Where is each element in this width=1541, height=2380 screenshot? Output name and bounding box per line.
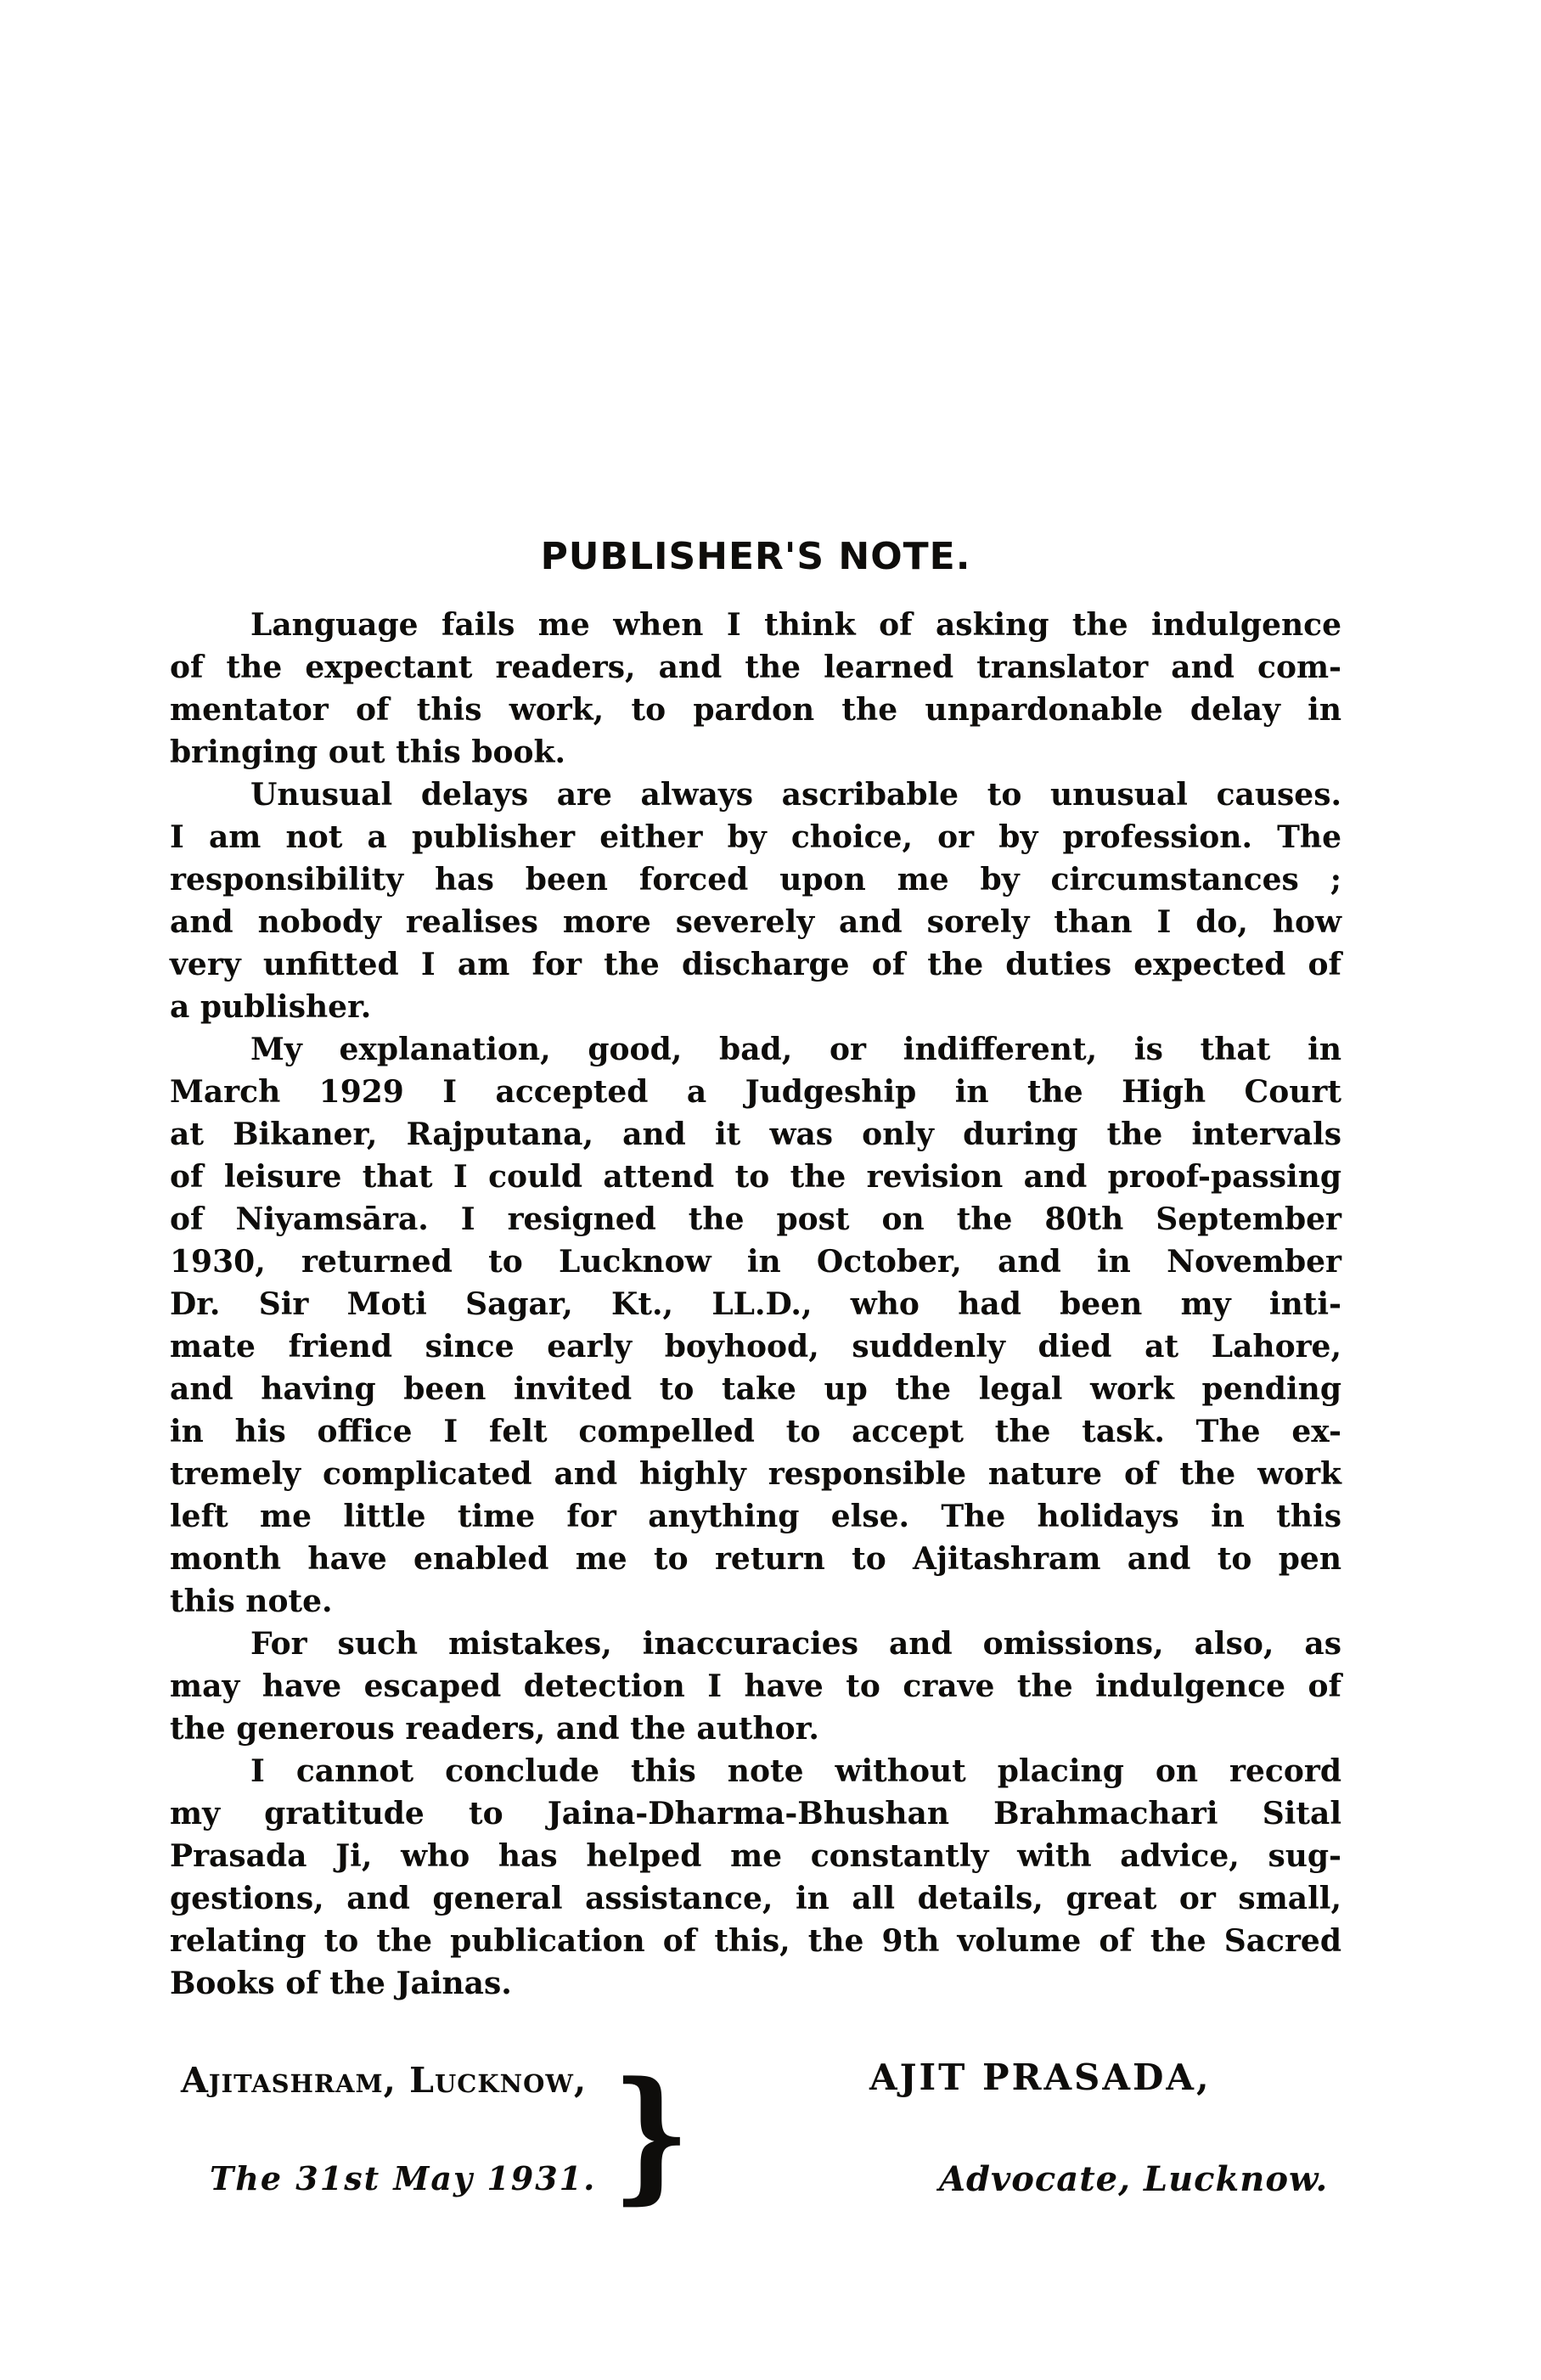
text-line: March 1929 I accepted a Judgeship in the High Court — [170, 1074, 1341, 1110]
text-line: this note. — [170, 1584, 333, 1619]
text-line: the generous readers, and the author. — [170, 1711, 819, 1747]
text-line: bringing out this book. — [170, 734, 566, 770]
text-line: of leisure that I could attend to the revision and proof-passing — [170, 1159, 1341, 1195]
text-line: relating to the publication of this, the 9th volume of the Sacred — [170, 1923, 1341, 1959]
text-line: I am not a publisher either by choice, or by profession. The — [170, 819, 1341, 855]
signature-role: Advocate, Lucknow. — [939, 2159, 1329, 2199]
text-line: responsibility has been forced upon me by circumstances ; — [170, 862, 1341, 897]
text-line: very unfitted I am for the discharge of the duties expected of — [170, 947, 1341, 982]
text-line: mentator of this work, to pardon the unpardonable delay in — [170, 692, 1341, 728]
text-line: Unusual delays are always ascribable to unusual causes. — [250, 777, 1341, 813]
page-title: PUBLISHER'S NOTE. — [540, 535, 971, 578]
text-line: of the expectant readers, and the learned translator and com- — [170, 650, 1341, 685]
text-line: My explanation, good, bad, or indifferent, is that in — [250, 1032, 1341, 1067]
text-line: may have escaped detection I have to crave the indulgence of — [170, 1668, 1341, 1704]
text-line: my gratitude to Jaina-Dharma-Bhushan Brahmachari Sital — [170, 1796, 1341, 1831]
text-line: in his office I felt compelled to accept the task. The ex- — [170, 1414, 1341, 1449]
signature-date: The 31st May 1931. — [210, 2159, 597, 2197]
text-line: Language fails me when I think of asking the indulgence — [250, 607, 1341, 643]
text-line: Prasada Ji, who has helped me constantly with advice, sug- — [170, 1838, 1341, 1874]
text-line: a publisher. — [170, 989, 372, 1025]
text-line: of Niyamsāra. I resigned the post on the 80th September — [170, 1201, 1341, 1237]
text-line: 1930, returned to Lucknow in October, and in November — [170, 1244, 1341, 1280]
text-line: gestions, and general assistance, in all details, great or small, — [170, 1881, 1341, 1916]
brace-glyph: } — [612, 2050, 690, 2218]
text-line: month have enabled me to return to Ajitashram and to pen — [170, 1541, 1341, 1577]
text-line: Dr. Sir Moti Sagar, Kt., LL.D., who had been my inti- — [170, 1286, 1341, 1322]
signature-name: AJIT PRASADA, — [869, 2056, 1212, 2098]
text-line: and nobody realises more severely and sorely than I do, how — [170, 904, 1341, 940]
text-line: and having been invited to take up the legal work pending — [170, 1371, 1341, 1407]
text-line: For such mistakes, inaccuracies and omissions, also, as — [250, 1626, 1341, 1662]
text-line: Books of the Jainas. — [170, 1966, 512, 2001]
text-line: left me little time for anything else. The holidays in this — [170, 1499, 1341, 1534]
text-line: I cannot conclude this note without placing on record — [250, 1753, 1341, 1789]
signature-place: Ajitashram, Lucknow, — [181, 2060, 588, 2101]
text-line: tremely complicated and highly responsible nature of the work — [170, 1456, 1341, 1492]
text-line: at Bikaner, Rajputana, and it was only during the intervals — [170, 1117, 1341, 1152]
text-line: mate friend since early boyhood, suddenly died at Lahore, — [170, 1329, 1341, 1364]
